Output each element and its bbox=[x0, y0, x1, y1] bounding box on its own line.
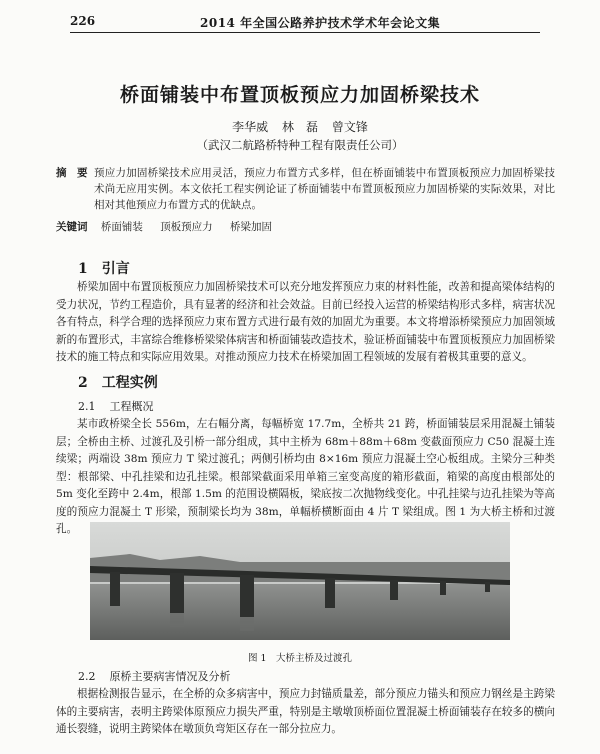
keywords-label: 关键词 bbox=[56, 221, 88, 233]
keyword: 桥梁加固 bbox=[230, 221, 273, 233]
bridge-photo bbox=[90, 522, 510, 640]
abstract bbox=[56, 165, 555, 213]
subsection-number: 2.1 bbox=[78, 400, 96, 413]
keyword: 顶板预应力 bbox=[160, 221, 213, 233]
paper-title: 桥面铺装中布置顶板预应力加固桥梁技术 bbox=[119, 84, 480, 106]
subsection-number: 2.2 bbox=[78, 670, 96, 683]
river bbox=[90, 584, 510, 640]
author-name: 李华威 bbox=[232, 120, 269, 134]
section-heading-example bbox=[78, 372, 158, 392]
running-header bbox=[70, 12, 540, 33]
damage-paragraph: 根据检测报告显示，在全桥的众多病害中，预应力封锚质量差，部分预应力锚头和预应力钢丝是主跨梁体的主要病害，表明主跨梁体原预应力损失严重，特别是主墩墩顶桥面位置混凝土桥面铺装存在较多的横向通长裂缝，说明主跨梁体在墩顶负弯矩区存在一部分拉应力。 bbox=[56, 688, 555, 735]
subsection-title: 原桥主要病害情况及分析 bbox=[109, 670, 231, 683]
author-list bbox=[0, 118, 600, 135]
page-number: 226 bbox=[70, 14, 96, 28]
abstract-text: 预应力加固桥梁技术应用灵活，预应力布置方式多样，但在桥面铺装中布置顶板预应力加固桥梁技术尚无应用实例。本文依托工程实例论证了桥面铺装中布置顶板预应力加固桥梁的实际效果，对比相对其他预应力布置方式的优缺点。 bbox=[94, 167, 555, 211]
author-name: 林 磊 bbox=[281, 120, 318, 134]
section-title: 引言 bbox=[101, 261, 130, 277]
overview-paragraph: 某市政桥梁全长 556m，左右幅分离，每幅桥宽 17.7m，全桥共 21 跨，桥面铺装层采用混凝土铺装层；全桥由主桥、过渡孔及引桥一部分组成，其中主桥为 68m＋88m＋68m 变截面预应力 C50 混凝土连续梁；两端设 38m 预应力 T 梁过渡孔；两侧引桥均由 8×16m 预应力混凝土空心板组成。主梁分三种类型：根部梁、中孔挂梁和边孔挂梁。根部梁截面采用单箱三室变高度的箱形截面，箱梁的高度由根部处的 5m 变化至跨中 2.4m，根部 1.5m 的范围设横隔板，梁底按二次抛物线变化。中孔挂梁与边孔挂梁为等高度的预应力混凝土 T 形梁，预制梁长均为 38m，单幅桥横断面由 4 片 T 梁组成。图 1 为大桥主桥和过渡孔。 bbox=[56, 418, 555, 535]
subsection-title: 工程概况 bbox=[109, 400, 154, 413]
keywords bbox=[56, 219, 555, 234]
section-heading-intro bbox=[78, 258, 130, 278]
abstract-label: 摘 要 bbox=[56, 167, 88, 179]
journal-title: 2014 年全国公路养护技术学术年会论文集 bbox=[200, 16, 441, 30]
affiliation: （武汉二航路桥特种工程有限责任公司） bbox=[196, 138, 404, 152]
subsection-heading-damage bbox=[78, 668, 231, 684]
keyword: 桥面铺装 bbox=[100, 221, 143, 233]
intro-paragraph: 桥梁加固中布置顶板预应力加固桥梁技术可以充分地发挥预应力束的材料性能，改善和提高梁体结构的受力状况，节约工程造价，具有显著的经济和社会效益。目前已经投入运营的桥梁结构形式多样，病害状况各有特点，科学合理的选择预应力束布置方式进行最有效的加固尤为重要。本文将增添桥梁预应力加固领域新的布置形式，丰富综合维修桥梁梁体病害和桥面铺装改造技术，验证桥面铺装中布置顶板预应力加固桥梁技术的施工特点和实际应用效果。对推动预应力技术在桥梁加固工程领域的发展有着极其重要的意义。 bbox=[56, 281, 555, 363]
subsection-heading-overview bbox=[78, 398, 154, 414]
section-number: 1 bbox=[78, 261, 88, 277]
figure-caption: 图 1 大桥主桥及过渡孔 bbox=[247, 653, 353, 664]
section-number: 2 bbox=[78, 375, 88, 391]
section-title: 工程实例 bbox=[101, 375, 158, 391]
author-name: 曾文锋 bbox=[331, 120, 368, 134]
